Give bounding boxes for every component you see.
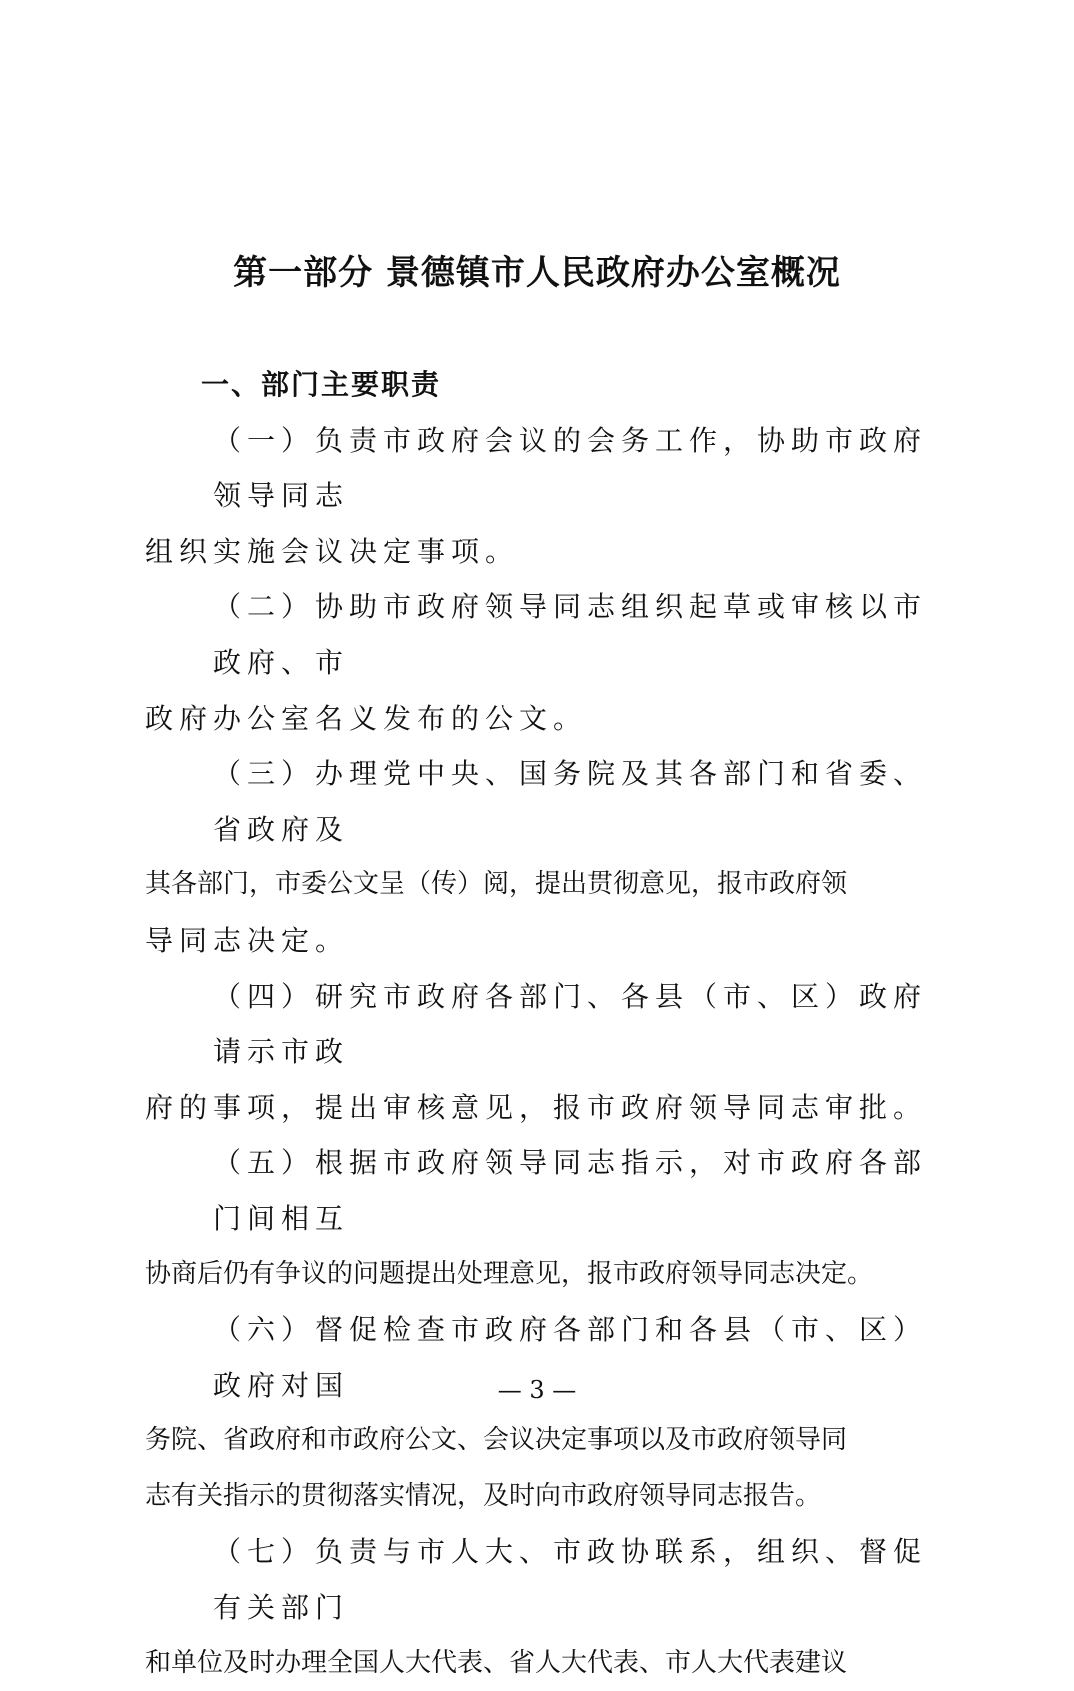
page-title: 第一部分 景德镇市人民政府办公室概况: [233, 253, 841, 293]
paragraph-line: 其各部门，市委公文呈（传）阅，提出贯彻意见，报市政府领: [145, 869, 848, 900]
paragraph: [145, 1302, 930, 1524]
paragraph-line: （六）督促检查市政府各部门和各县（市、区）政府对国: [213, 1313, 928, 1402]
page-number: — 3 —: [497, 1376, 577, 1404]
paragraph: [145, 746, 930, 968]
paragraph-line: （四）研究市政府各部门、各县（市、区）政府请示市政: [213, 979, 928, 1069]
paragraph: [145, 969, 930, 1136]
paragraph-line: 务院、省政府和市政府公文、会议决定事项以及市政府领导同: [145, 1425, 848, 1456]
paragraph-line: 和单位及时办理全国人大代表、省人大代表、市人大代表建议: [145, 1647, 848, 1678]
paragraph-line: 府的事项，提出审核意见，报市政府领导同志审批。: [145, 1090, 928, 1124]
paragraph-line: 政府办公室名义发布的公文。: [145, 701, 588, 735]
paragraph-line: 志有关指示的贯彻落实情况，及时向市政府领导同志报告。: [145, 1480, 822, 1511]
paragraph-line: 组织实施会议决定事项。: [145, 534, 520, 568]
document-body: [145, 357, 930, 1691]
paragraph: [145, 1524, 930, 1691]
paragraph-line: 协商后仍有争议的问题提出处理意见，报市政府领导同志决定。: [145, 1258, 874, 1289]
paragraph: [145, 579, 930, 746]
paragraph-line: 导同志决定。: [145, 923, 350, 957]
paragraph: [145, 1135, 930, 1302]
paragraph-line: （二）协助市政府领导同志组织起草或审核以市政府、市: [213, 590, 928, 679]
paragraph-list: [145, 413, 930, 1691]
paragraph-line: （五）根据市政府领导同志指示，对市政府各部门间相互: [213, 1146, 928, 1235]
paragraph: [145, 413, 930, 580]
section-heading: 一、部门主要职责: [201, 368, 442, 401]
paragraph-line: （一）负责市政府会议的会务工作，协助市政府领导同志: [213, 423, 928, 513]
paragraph-line: （七）负责与市人大、市政协联系，组织、督促有关部门: [213, 1535, 928, 1625]
paragraph-line: （三）办理党中央、国务院及其各部门和省委、省政府及: [213, 757, 928, 846]
